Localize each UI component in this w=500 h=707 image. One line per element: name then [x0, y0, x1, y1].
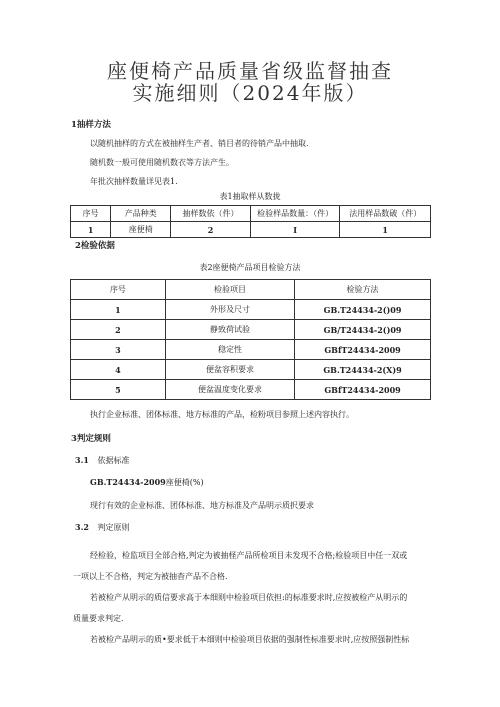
- standard-code: GB.T24434-2009: [90, 477, 166, 487]
- table-cell: 5: [71, 380, 166, 400]
- section-3-heading: 3判定规则: [71, 434, 111, 444]
- judgement-paragraph-3-line-1: 若被检产品明示的质•要求低于本细则中检验项目依据的强制性标准要求时,应按照强制性标: [90, 635, 410, 644]
- section-3-2-number: 3.2: [75, 522, 89, 532]
- table-header-cell: 序号: [71, 280, 166, 300]
- table-cell: 便盆温度变化要求: [165, 380, 294, 400]
- standard-reference: [90, 477, 204, 488]
- table-header-cell: 法用样品数破（件）: [340, 206, 431, 222]
- table-row: [71, 222, 431, 238]
- judgement-paragraph-2-line-2: 质量要求判定.: [73, 614, 124, 623]
- table-cell: GBfT24434-2009: [295, 340, 431, 360]
- standard-name: 座便椅(%): [165, 478, 204, 487]
- table-header-cell: 检验方法: [295, 280, 431, 300]
- table-header-cell: 序号: [71, 206, 111, 222]
- table-cell: 1: [71, 300, 166, 320]
- table-cell: 座便椅: [111, 222, 171, 238]
- table-row: [71, 300, 431, 320]
- table-row: [71, 380, 431, 400]
- table-cell: 外形及尺寸: [165, 300, 294, 320]
- document-title: 座便椅产品质量省级监督抽查: [107, 59, 393, 83]
- table-cell: GB/T24434-2()09: [295, 320, 431, 340]
- section-2-heading: 2检验依据: [75, 241, 115, 251]
- table-cell: GB.T24434-2(X)9: [295, 360, 431, 380]
- table-cell: 4: [71, 360, 166, 380]
- table-cell: 1: [340, 222, 431, 238]
- table-header-row: [71, 280, 431, 300]
- sampling-table: [70, 205, 431, 238]
- test-method-table: [70, 279, 431, 400]
- table-cell: I: [250, 222, 339, 238]
- table-cell: 1: [71, 222, 111, 238]
- section-1-heading: 1抽样方法: [71, 120, 111, 130]
- table-row: [71, 320, 431, 340]
- table-cell: 2: [71, 320, 166, 340]
- table-cell: 2: [171, 222, 251, 238]
- judgement-paragraph-1-line-2: 一项以上不合格，判定为被抽杳产品不合格.: [73, 572, 228, 581]
- table-header-cell: 检验项目: [165, 280, 294, 300]
- table-2-caption: 表2座便椅产品项目检验方法: [199, 263, 301, 272]
- table-cell: 稳定性: [165, 340, 294, 360]
- table-cell: GB.T24434-2()09: [295, 300, 431, 320]
- table-header-cell: 抽样数依（件）: [171, 206, 251, 222]
- section-2-note: 执行企业标准、团体标准、地方标准的产品，检粉项目参照上述内容执行。: [90, 410, 354, 419]
- judgement-paragraph-2-line-1: 若被检产从明示的质信要求高于本细则中检验项目依担:的标准要求时,应按被检产从明示的: [90, 593, 408, 602]
- section-1-paragraph-2: 随机数一般可使用随机数衣等方法产生。: [90, 158, 234, 167]
- standard-note: 现行有效的企业标准、团体标准、地方标准及产品明示质択要求: [90, 501, 314, 510]
- table-cell: 3: [71, 340, 166, 360]
- section-3-2-heading: [75, 522, 129, 533]
- section-3-2-title: 判定原则: [97, 523, 130, 532]
- table-header-row: [71, 206, 431, 222]
- table-cell: 静致荷试验: [165, 320, 294, 340]
- table-header-cell: 产品种类: [111, 206, 171, 222]
- section-3-1-title: 依据标准: [97, 456, 130, 465]
- section-3-1-heading: [75, 455, 129, 466]
- table-1-caption: 表1抽取样从数拢: [219, 192, 281, 201]
- document-subtitle: 实施细则（2024年版）: [132, 81, 368, 105]
- section-1-paragraph-1: 以随机抽样的方式在被抽样生产者、销目者的待销产品中抽取.: [90, 139, 309, 148]
- section-1-paragraph-3: 年批次抽样数量详见表1.: [90, 177, 178, 186]
- table-cell: 便盆容积要求: [165, 360, 294, 380]
- table-row: [71, 360, 431, 380]
- judgement-paragraph-1-line-1: 经检验，检监项目全部合格,判定为被抽柽产品所检项目未发现不合格;检验项目中任一双或: [90, 551, 408, 560]
- table-row: [71, 340, 431, 360]
- table-cell: GBfT24434-2009: [295, 380, 431, 400]
- section-3-1-number: 3.1: [75, 455, 89, 465]
- table-header-cell: 检验样品数量：（件）: [250, 206, 339, 222]
